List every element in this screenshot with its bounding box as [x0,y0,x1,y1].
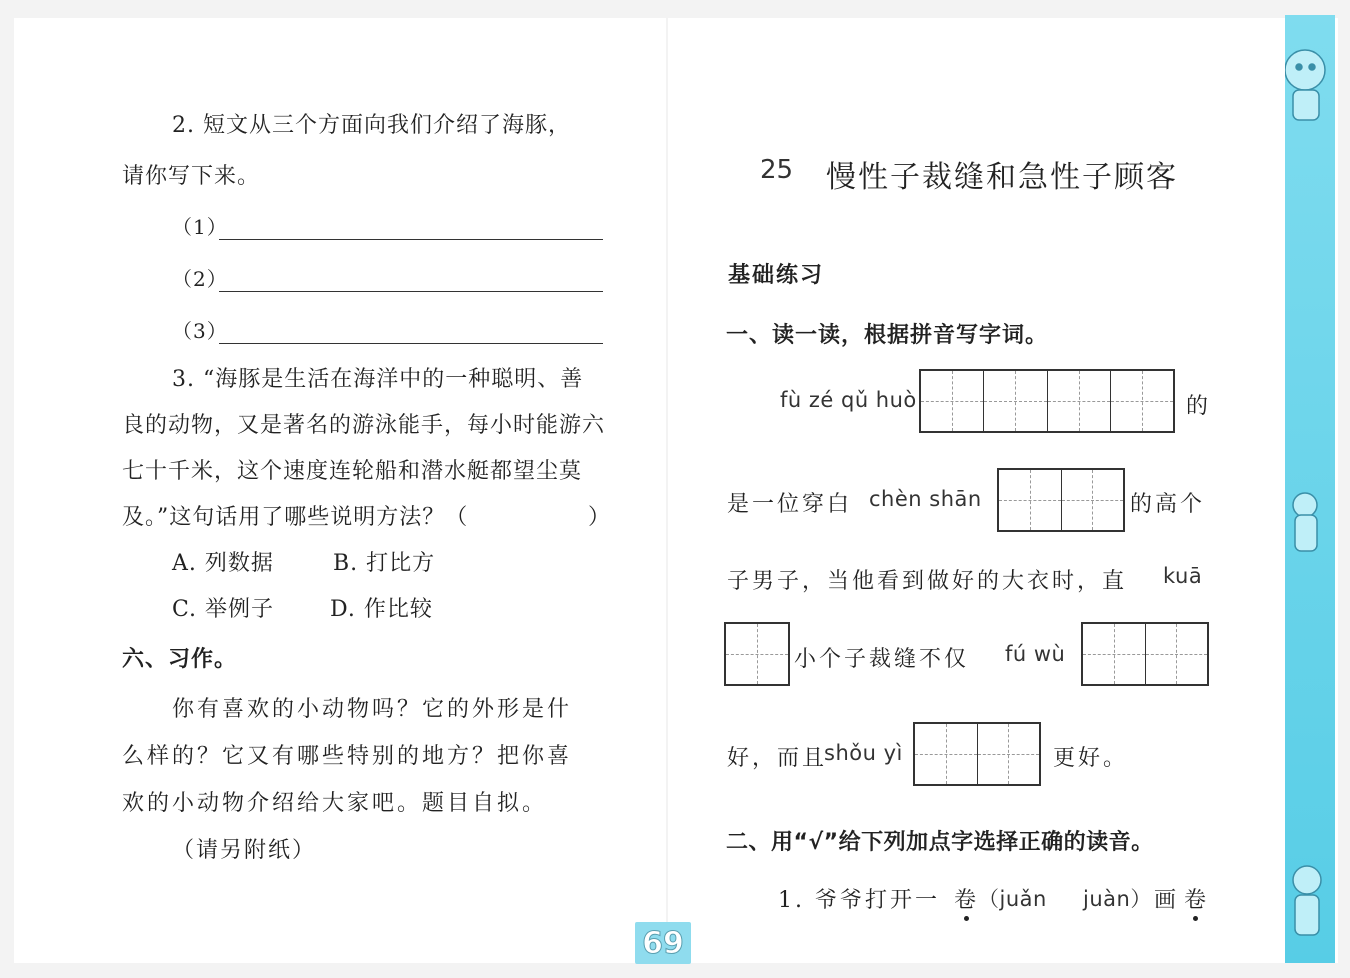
q1-text-1: 的 [1186,394,1210,419]
page-number-box [635,922,691,964]
pinyin-chen-shan: chèn shān [869,487,982,511]
q3-option-b[interactable]: B. 打比方 [333,551,436,576]
lesson-title: 慢性子裁缝和急性子顾客 [826,160,1178,195]
q2-answer-line-3[interactable] [219,343,603,344]
q2-line2: 请你写下来。 [122,164,261,189]
lesson-number: 25 [760,155,794,185]
section6-note: （请另附纸） [172,838,317,863]
q1-text-3: 的高个 [1130,492,1206,517]
q2-item3-label: （3） [172,319,228,343]
writing-grid-2[interactable] [997,468,1125,532]
emphasis-dot-2 [1193,916,1198,921]
q3-line3: 七十千米，这个速度连轮船和潜水艇都望尘莫 [122,459,583,484]
q1-text-5: 小个子裁缝不仅 [794,647,970,672]
q2-answer-line-2[interactable] [219,291,603,292]
side-decoration-band [1285,15,1335,963]
q3-option-a[interactable]: A. 列数据 [172,551,274,576]
q1-text-2: 是一位穿白 [727,492,853,517]
writing-grid-4[interactable] [1081,622,1209,686]
emphasis-dot-1 [964,916,969,921]
cartoon-figures-icon [1285,15,1335,963]
section6-line3: 欢的小动物介绍给大家吧。题目自拟。 [122,791,548,816]
q3-option-d[interactable]: D. 作比较 [330,597,433,622]
q3-line2: 良的动物，又是著名的游泳能手，每小时能游六 [122,413,606,438]
left-page [14,18,666,963]
section6-line1: 你有喜欢的小动物吗？它的外形是什 [172,697,573,722]
q2-item2-label: （2） [172,267,228,291]
q2-line1-pre: 1. 爷爷打开一 [778,888,940,913]
q3-line4: 及。”这句话用了哪些说明方法？（ [122,505,469,530]
q2-answer-line-1[interactable] [219,239,603,240]
pinyin-fu-ze-qu-huo: fù zé qǔ huò [780,388,917,412]
page-number: 69 [642,925,684,961]
writing-grid-1[interactable] [919,369,1175,433]
q2-option-juan3[interactable]: （juǎn [978,887,1047,911]
section6-line2: 么样的？它又有哪些特别的地方？把你喜 [122,744,573,769]
q2-heading: 二、用“√”给下列加点字选择正确的读音。 [726,830,1154,855]
writing-grid-5[interactable] [913,722,1041,786]
pinyin-kua: kuā [1163,564,1203,588]
q2-line1: 2. 短文从三个方面向我们介绍了海豚， [172,113,571,138]
q1-text-7: 更好。 [1053,746,1129,771]
pinyin-shou-yi: shǒu yì [824,741,903,765]
q2-dotted-char-1: 卷 [954,888,978,913]
section-label: 基础练习 [728,263,825,288]
q2-option-juan4[interactable]: juàn） [1083,887,1152,911]
writing-grid-3[interactable] [724,622,790,686]
q3-line1: 3. “海豚是生活在海洋中的一种聪明、善 [172,367,584,392]
q2-line1-post: 画 [1154,888,1178,913]
q1-heading: 一、读一读，根据拼音写字词。 [726,323,1049,348]
q3-option-c[interactable]: C. 举例子 [172,597,275,622]
q2-dotted-char-2: 卷 [1184,888,1208,913]
q3-answer-paren-close[interactable]: ） [588,505,612,530]
pinyin-fu-wu: fú wù [1005,642,1066,666]
q2-item1-label: （1） [172,215,228,239]
q1-text-6: 好，而且 [727,746,828,771]
q1-text-4: 子男子，当他看到做好的大衣时，直 [727,569,1128,594]
section6-heading: 六、习作。 [122,647,238,672]
